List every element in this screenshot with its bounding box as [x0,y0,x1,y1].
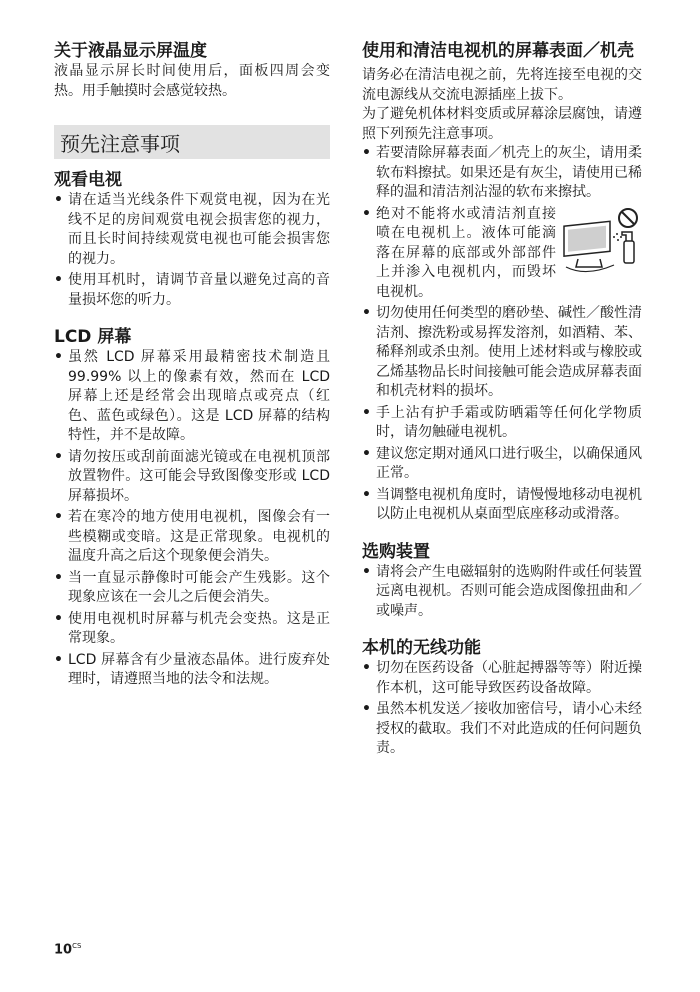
cleaning-heading: 使用和清洁电视机的屏幕表面／机壳 [362,41,634,61]
list-item: • 虽然 LCD 屏幕采用最精密技术制造且 99.99% 以上的像素有效，然而在 LCD 屏幕上还是经常会出现暗点或亮点（红色、蓝色或绿色）。这是 LCD 屏幕的结构特性，并不是故障。 [54,348,330,446]
list-item: • 当一直显示静像时可能会产生残影。这个现象应该在一会儿之后便会消失。 [54,569,330,608]
precautions-banner [54,125,330,159]
no-spray-icon [556,207,642,279]
list-item-with-illustration [362,205,642,303]
cleaning-para-1: 请务必在清洁电视之前，先将连接至电视的交流电源线从交流电源插座上拔下。 [362,67,642,103]
list-item: • 使用电视机时屏幕与机壳会变热。这是正常现象。 [54,610,330,649]
list-item: • 请在适当光线条件下观赏电视，因为在光线不足的房间观赏电视会损害您的视力，而且长时间持续观赏电视也可能会损害您的视力。 [54,191,330,269]
lcd-temperature-text: 液晶显示屏长时间使用后，面板四周会变热。用手触摸时会感觉较热。 [54,63,330,99]
left-column [54,40,330,692]
list-item: • 切勿使用任何类型的磨砂垫、碱性／酸性清洁剂、擦洗粉或易挥发溶剂，如酒精、苯、稀释剂或杀虫剂。使用上述材料或与橡胶或乙烯基物品长时间接触可能会造成屏幕表面和机壳材料的损坏。 [362,304,642,402]
optional-devices-heading: 选购装置 [362,541,430,562]
lcd-screen-list [54,348,330,690]
right-column [362,40,642,761]
list-item: • 虽然本机发送／接收加密信号，请小心未经授权的截取。我们不对此造成的任何问题负责。 [362,700,642,759]
list-item: • 使用耳机时，请调节音量以避免过高的音量损坏您的听力。 [54,271,330,310]
page-number-value: 10 [54,942,73,958]
list-item: • 建议您定期对通风口进行吸尘，以确保通风正常。 [362,445,642,484]
list-item: • 手上沾有护手霜或防晒霜等任何化学物质时，请勿触碰电视机。 [362,404,642,443]
list-item: • 请将会产生电磁辐射的选购附件或任何装置远离电视机。否则可能会造成图像扭曲和／或噪声。 [362,563,642,622]
list-item: • 若要清除屏幕表面／机壳上的灰尘，请用柔软布料擦拭。如果还是有灰尘，请使用已稀释的温和清洁剂沾湿的软布来擦拭。 [362,144,642,203]
list-item: • 切勿在医药设备（心脏起搏器等等）附近操作本机，这可能导致医药设备故障。 [362,659,642,698]
watching-tv-list [54,191,330,310]
list-item: • 当调整电视机角度时，请慢慢地移动电视机以防止电视机从桌面型底座移动或滑落。 [362,486,642,525]
wireless-heading: 本机的无线功能 [362,638,481,658]
list-item: • 若在寒冷的地方使用电视机，图像会有一些模糊或变暗。这是正常现象。电视机的温度升高之后这个现象便会消失。 [54,508,330,567]
language-code: CS [72,942,82,950]
cleaning-para-2: 为了避免机体材料变质或屏幕涂层腐蚀，请遵照下列预先注意事项。 [362,106,642,142]
list-item: • 请勿按压或刮前面滤光镜或在电视机顶部放置物件。这可能会导致图像变形或 LCD 屏幕损坏。 [54,448,330,507]
watching-tv-heading: 观看电视 [54,170,122,190]
list-item-text: • 绝对不能将水或清洁剂直接喷在电视机上。液体可能滴落在屏幕的底部或外部部件上并渗入电视机内，而毁坏电视机。 [376,205,556,300]
wireless-list [362,659,642,759]
optional-devices-list [362,563,642,622]
list-item: • LCD 屏幕含有少量液态晶体。进行废弃处理时，请遵照当地的法令和法规。 [54,651,330,690]
precautions-title: 预先注意事项 [60,131,180,156]
page-number [54,942,81,957]
cleaning-list [362,144,642,525]
lcd-screen-heading: LCD 屏幕 [54,327,132,347]
lcd-temperature-heading: 关于液晶显示屏温度 [54,41,207,61]
